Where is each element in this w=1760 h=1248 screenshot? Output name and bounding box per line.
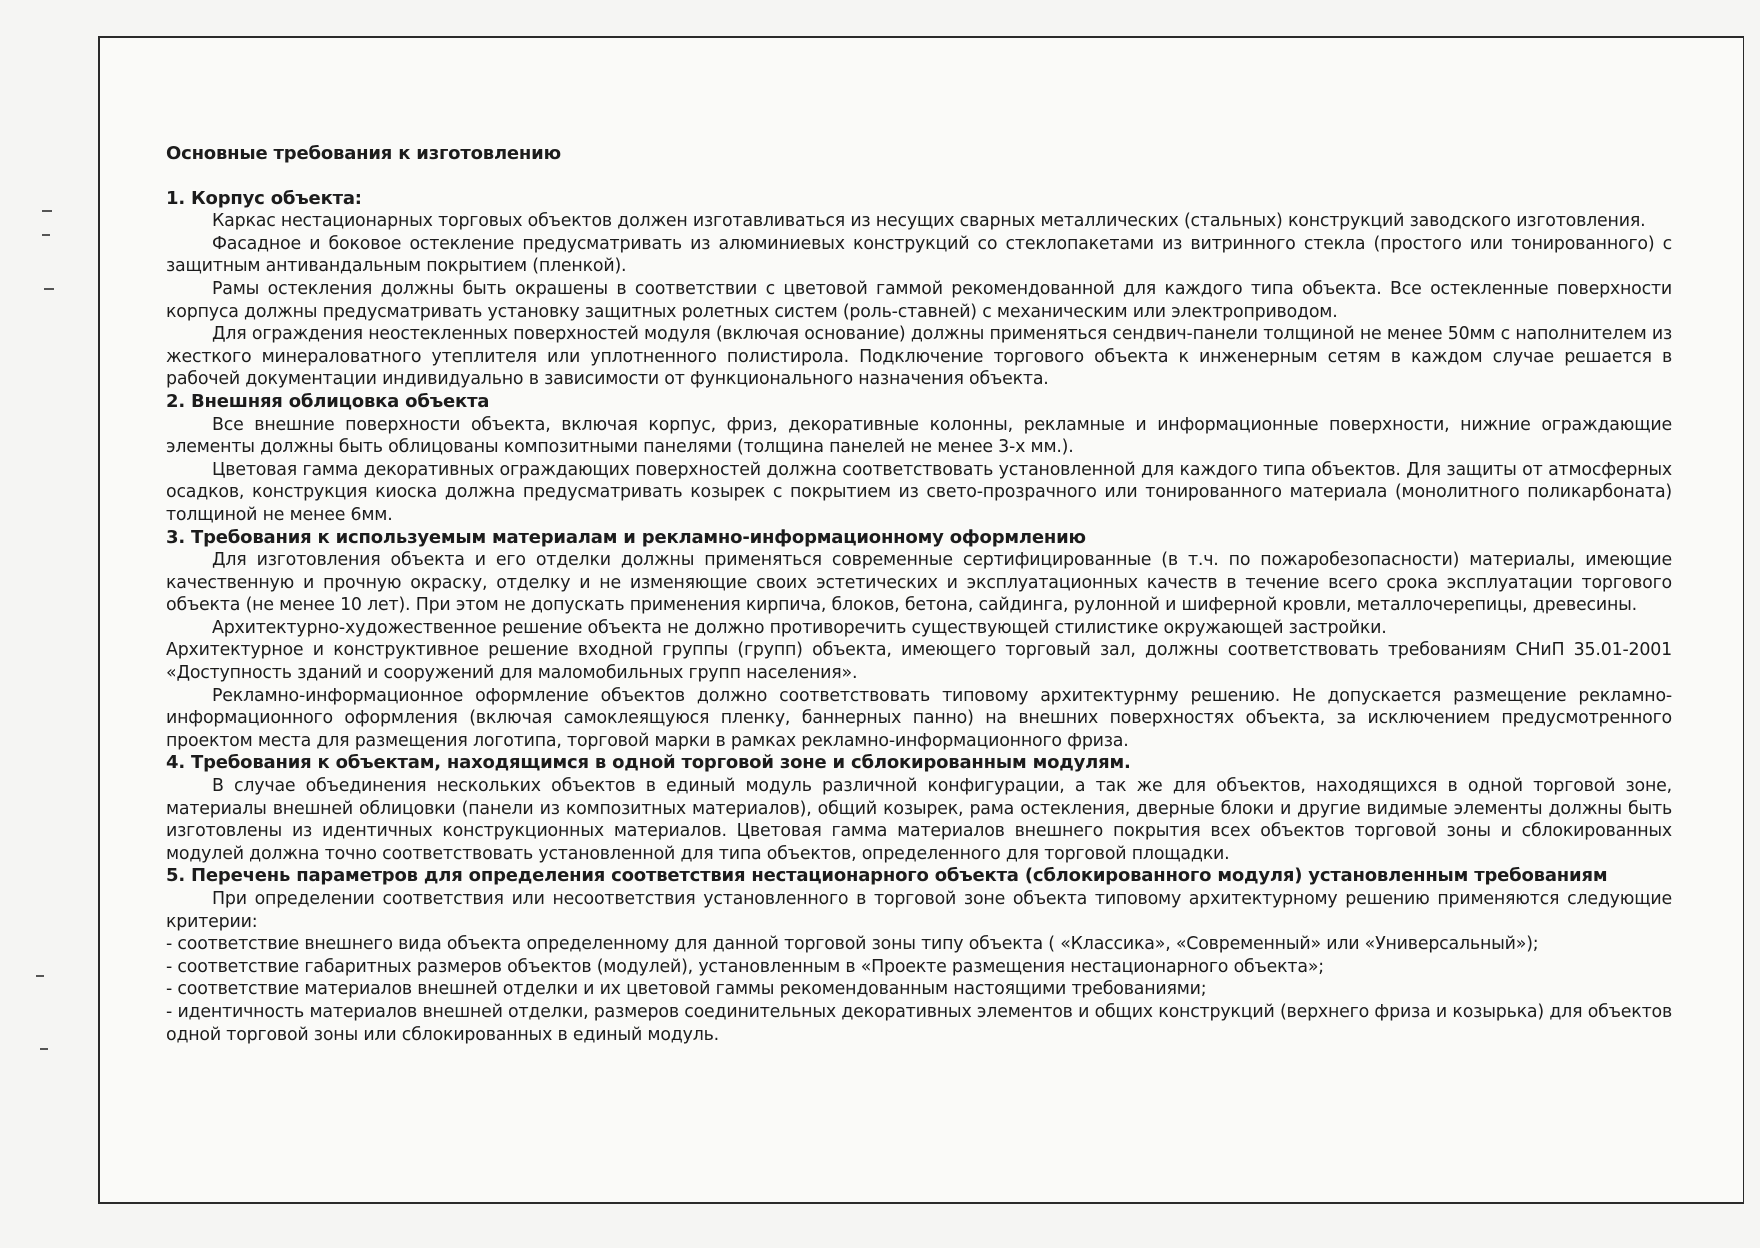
section-3 [166, 527, 1672, 753]
section-title: 2. Внешняя облицовка объекта [166, 390, 490, 412]
document-title: Основные требования к изготовлению [166, 143, 561, 164]
section-title: 4. Требования к объектам, находящимся в одной торговой зоне и сблокированным модулям. [166, 752, 1131, 774]
scan-mark [42, 210, 52, 212]
paragraph: Рекламно-информационное оформление объектов должно соответствовать типовому архитектурнму решению. Не допускается размещение рекламно-информационного оформления (включая самоклеящуюся пленку, баннерных панно) на внешних поверхностях объекта, за исключением предусмотренного проектом места для размещения логотипа, торговой марки в рамках рекламно-информационного фриза. [166, 685, 1672, 751]
section-5 [166, 865, 1672, 1046]
paragraph: Цветовая гамма декоративных ограждающих поверхностей должна соответствовать установленной для каждого типа объектов. Для защиты от атмосферных осадков, конструкция киоска должна предусматривать козырек с покрытием из свето-прозрачного или тонированного материала (монолитного поликарбоната) толщиной не менее 6мм. [166, 459, 1672, 525]
document-body [166, 143, 1672, 1046]
section-4 [166, 752, 1672, 865]
paragraph: Фасадное и боковое остекление предусматривать из алюминиевых конструкций со стеклопакетами из витринного стекла (простого или тонированного) с защитным антивандальным покрытием (пленкой). [166, 233, 1672, 277]
paragraph: Архитектурное и конструктивное решение входной группы (групп) объекта, имеющего торговый зал, должны соответствовать требованиям СНиП 35.01-2001 «Доступность зданий и сооружений для маломобильных групп населения». [166, 640, 1672, 684]
paragraph: При определении соответствия или несоответствия установленного в торговой зоне объекта типовому архитектурному решению применяются следующие критерии: [166, 889, 1672, 932]
section-title: 5. Перечень параметров для определения соответствия нестационарного объекта (сблокированного модуля) установленным требованиям [166, 865, 1608, 887]
list-item: - соответствие материалов внешней отделки и их цветовой гаммы рекомендованным настоящими требованиями; [166, 979, 1207, 1000]
paragraph: Все внешние поверхности объекта, включая корпус, фриз, декоративные колонны, рекламные и информационные поверхности, нижние ограждающие элементы должны быть облицованы композитными панелями (толщина панелей не менее 3-х мм.). [166, 414, 1672, 458]
paragraph: Рамы остекления должны быть окрашены в соответствии с цветовой гаммой рекомендованной для каждого типа объекта. Все остекленные поверхности корпуса должны предусматривать установку защитных ролетных систем (роль-ставней) с механическим или электроприводом. [166, 278, 1672, 322]
scan-mark [36, 975, 44, 977]
paragraph: Для изготовления объекта и его отделки должны применяться современные сертифицированные (в т.ч. по пожаробезопасности) материалы, имеющие качественную и прочную окраску, отделку и не изменяющие своих эстетических и эксплуатационных качеств в течение всего срока эксплуатации торгового объекта (не менее 10 лет). При этом не допускать применения кирпича, блоков, бетона, сайдинга, рулонной и шиферной кровли, металлочерепицы, древесины. [166, 550, 1672, 616]
section-2 [166, 391, 1672, 527]
paragraph: Архитектурно-художественное решение объекта не должно противоречить существующей стилистике окружающей застройки. [212, 617, 1387, 638]
list-item: - соответствие внешнего вида объекта определенному для данной торговой зоны типу объекта ( «Классика», «Современный» или «Универсальный»); [166, 934, 1539, 955]
list-item: - соответствие габаритных размеров объектов (модулей), установленным в «Проекте размещения нестационарного объекта»; [166, 956, 1324, 977]
paragraph: В случае объединения нескольких объектов в единый модуль различной конфигурации, а так же для объектов, находящихся в одной торговой зоне, материалы внешней облицовки (панели из композитных материалов), общий козырек, рама остекления, дверные блоки и другие видимые элементы должны быть изготовлены из идентичных конструкционных материалов. Цветовая гамма материалов внешнего покрытия всех объектов торговой зоны и сблокированных модулей должна точно соответствовать установленной для типа объектов, определенного для торговой площадки. [166, 776, 1672, 864]
section-title: 1. Корпус объекта: [166, 187, 362, 209]
scan-mark [40, 1048, 48, 1050]
section-title: 3. Требования к используемым материалам и рекламно-информационному оформлению [166, 526, 1086, 548]
scan-mark [42, 234, 50, 236]
paragraph: Каркас нестационарных торговых объектов должен изготавливаться из несущих сварных металлических (стальных) конструкций заводского изготовления. [212, 211, 1646, 232]
paragraph: Для ограждения неостекленных поверхностей модуля (включая основание) должны применяться сендвич-панели толщиной не менее 50мм с наполнителем из жесткого минераловатного утеплителя или уплотненного полистирола. Подключение торгового объекта к инженерным сетям в каждом случае решается в рабочей документации индивидуально в зависимости от функционального назначения объекта. [166, 324, 1672, 390]
list-item: - идентичность материалов внешней отделки, размеров соединительных декоративных элементов и общих конструкций (верхнего фриза и козырька) для объектов одной торговой зоны или сблокированных в единый модуль. [166, 1001, 1672, 1045]
section-1 [166, 188, 1672, 391]
scan-mark [44, 288, 54, 290]
